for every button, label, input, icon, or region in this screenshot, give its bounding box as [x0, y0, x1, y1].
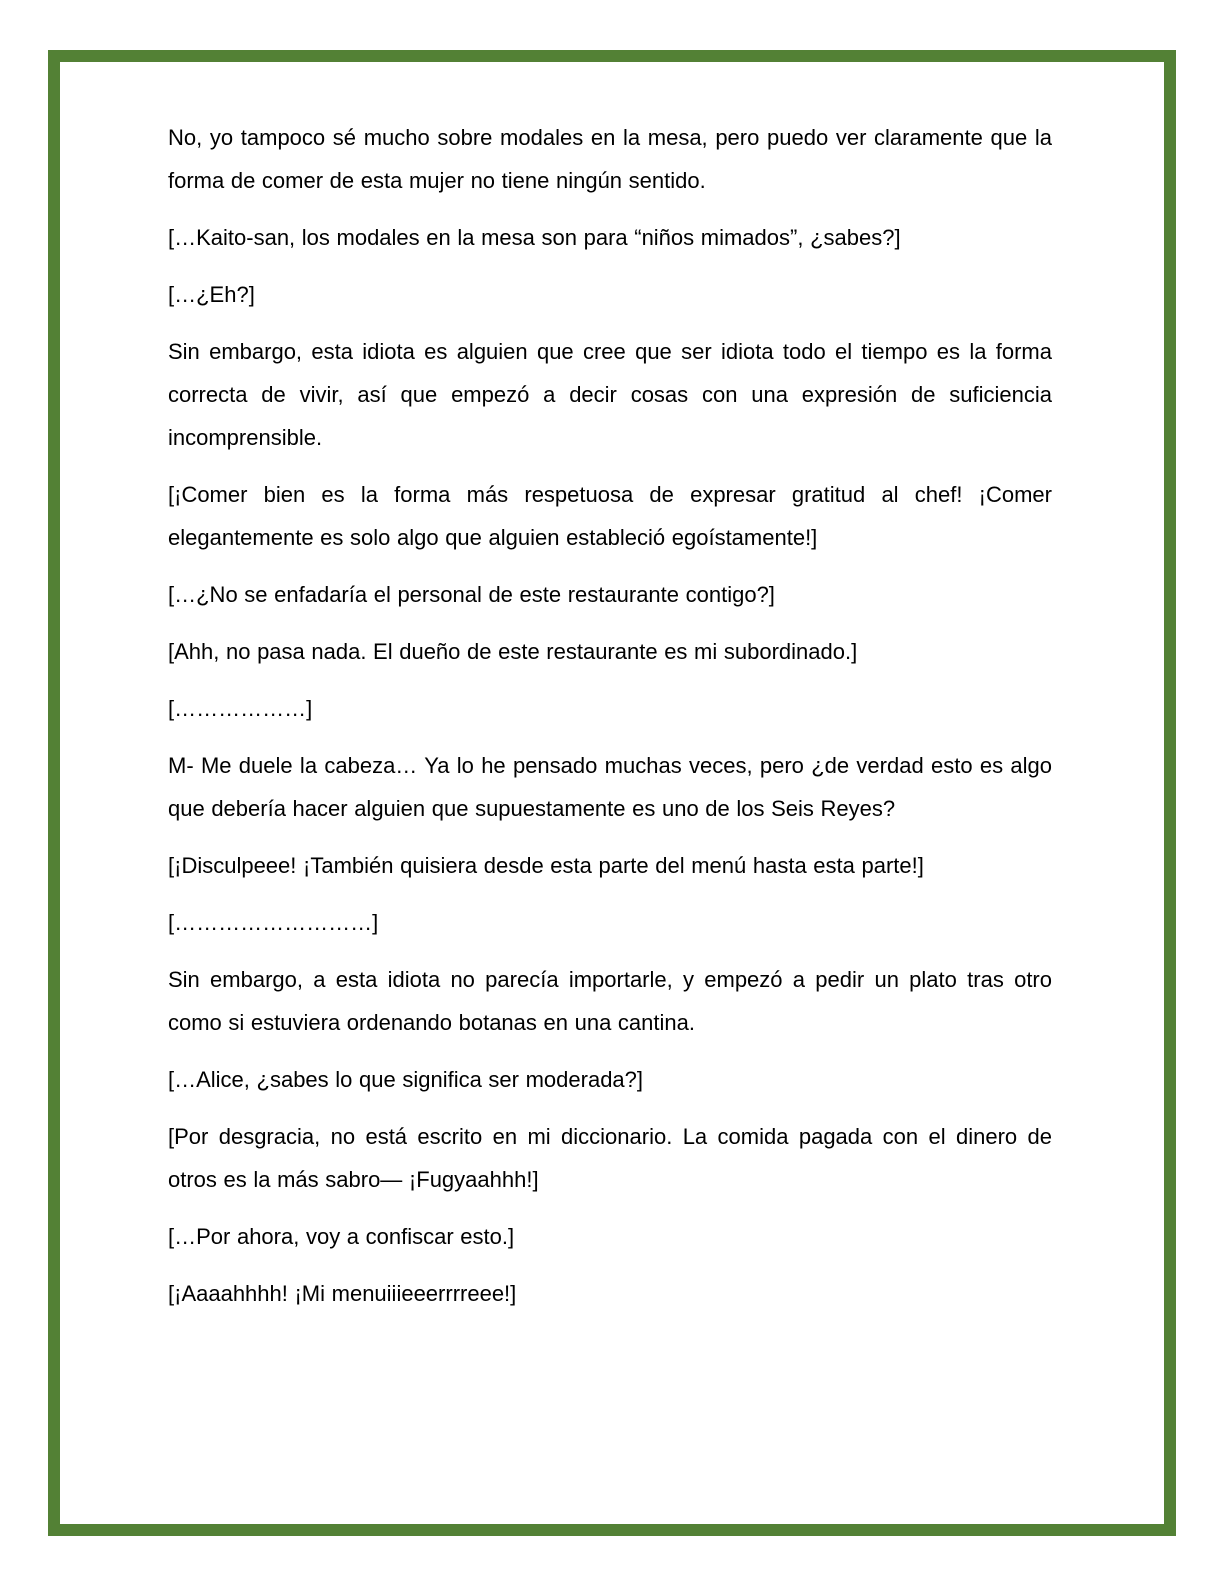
page-border-frame	[48, 50, 1176, 1536]
paragraph-dialogue: […Por ahora, voy a confiscar esto.]	[168, 1224, 515, 1249]
paragraph-silence-ellipsis: [………………………]	[168, 910, 379, 935]
paragraph-narration: No, yo tampoco sé mucho sobre modales en la mesa, pero puedo ver claramente que la forma de comer de esta mujer no tiene ningún sentido.	[168, 125, 1052, 193]
paragraph-dialogue: [¡Comer bien es la forma más respetuosa de expresar gratitud al chef! ¡Comer elegantemente es solo algo que alguien estableció egoístamente!]	[168, 482, 1052, 550]
paragraph-dialogue: [Ahh, no pasa nada. El dueño de este restaurante es mi subordinado.]	[168, 639, 858, 664]
page-content	[60, 62, 1164, 1315]
paragraph-dialogue: […¿Eh?]	[168, 282, 255, 307]
paragraph-dialogue: [¡Aaaahhhh! ¡Mi menuiiieeerrrreee!]	[168, 1281, 517, 1306]
paragraph-dialogue: […Alice, ¿sabes lo que significa ser moderada?]	[168, 1067, 644, 1092]
paragraph-narration: M- Me duele la cabeza… Ya lo he pensado muchas veces, pero ¿de verdad esto es algo que debería hacer alguien que supuestamente es uno de los Seis Reyes?	[168, 753, 1052, 821]
paragraph-dialogue: […Kaito-san, los modales en la mesa son para “niños mimados”, ¿sabes?]	[168, 225, 901, 250]
paragraph-narration: Sin embargo, esta idiota es alguien que cree que ser idiota todo el tiempo es la forma correcta de vivir, así que empezó a decir cosas con una expresión de suficiencia incomprensible.	[168, 339, 1052, 450]
paragraph-narration: Sin embargo, a esta idiota no parecía importarle, y empezó a pedir un plato tras otro como si estuviera ordenando botanas en una cantina.	[168, 967, 1052, 1035]
paragraph-silence-ellipsis: [………………]	[168, 696, 313, 721]
paragraph-dialogue: […¿No se enfadaría el personal de este restaurante contigo?]	[168, 582, 775, 607]
paragraph-dialogue: [Por desgracia, no está escrito en mi diccionario. La comida pagada con el dinero de otros es la más sabro— ¡Fugyaahhh!]	[168, 1124, 1052, 1192]
paragraph-dialogue: [¡Disculpeee! ¡También quisiera desde esta parte del menú hasta esta parte!]	[168, 853, 924, 878]
